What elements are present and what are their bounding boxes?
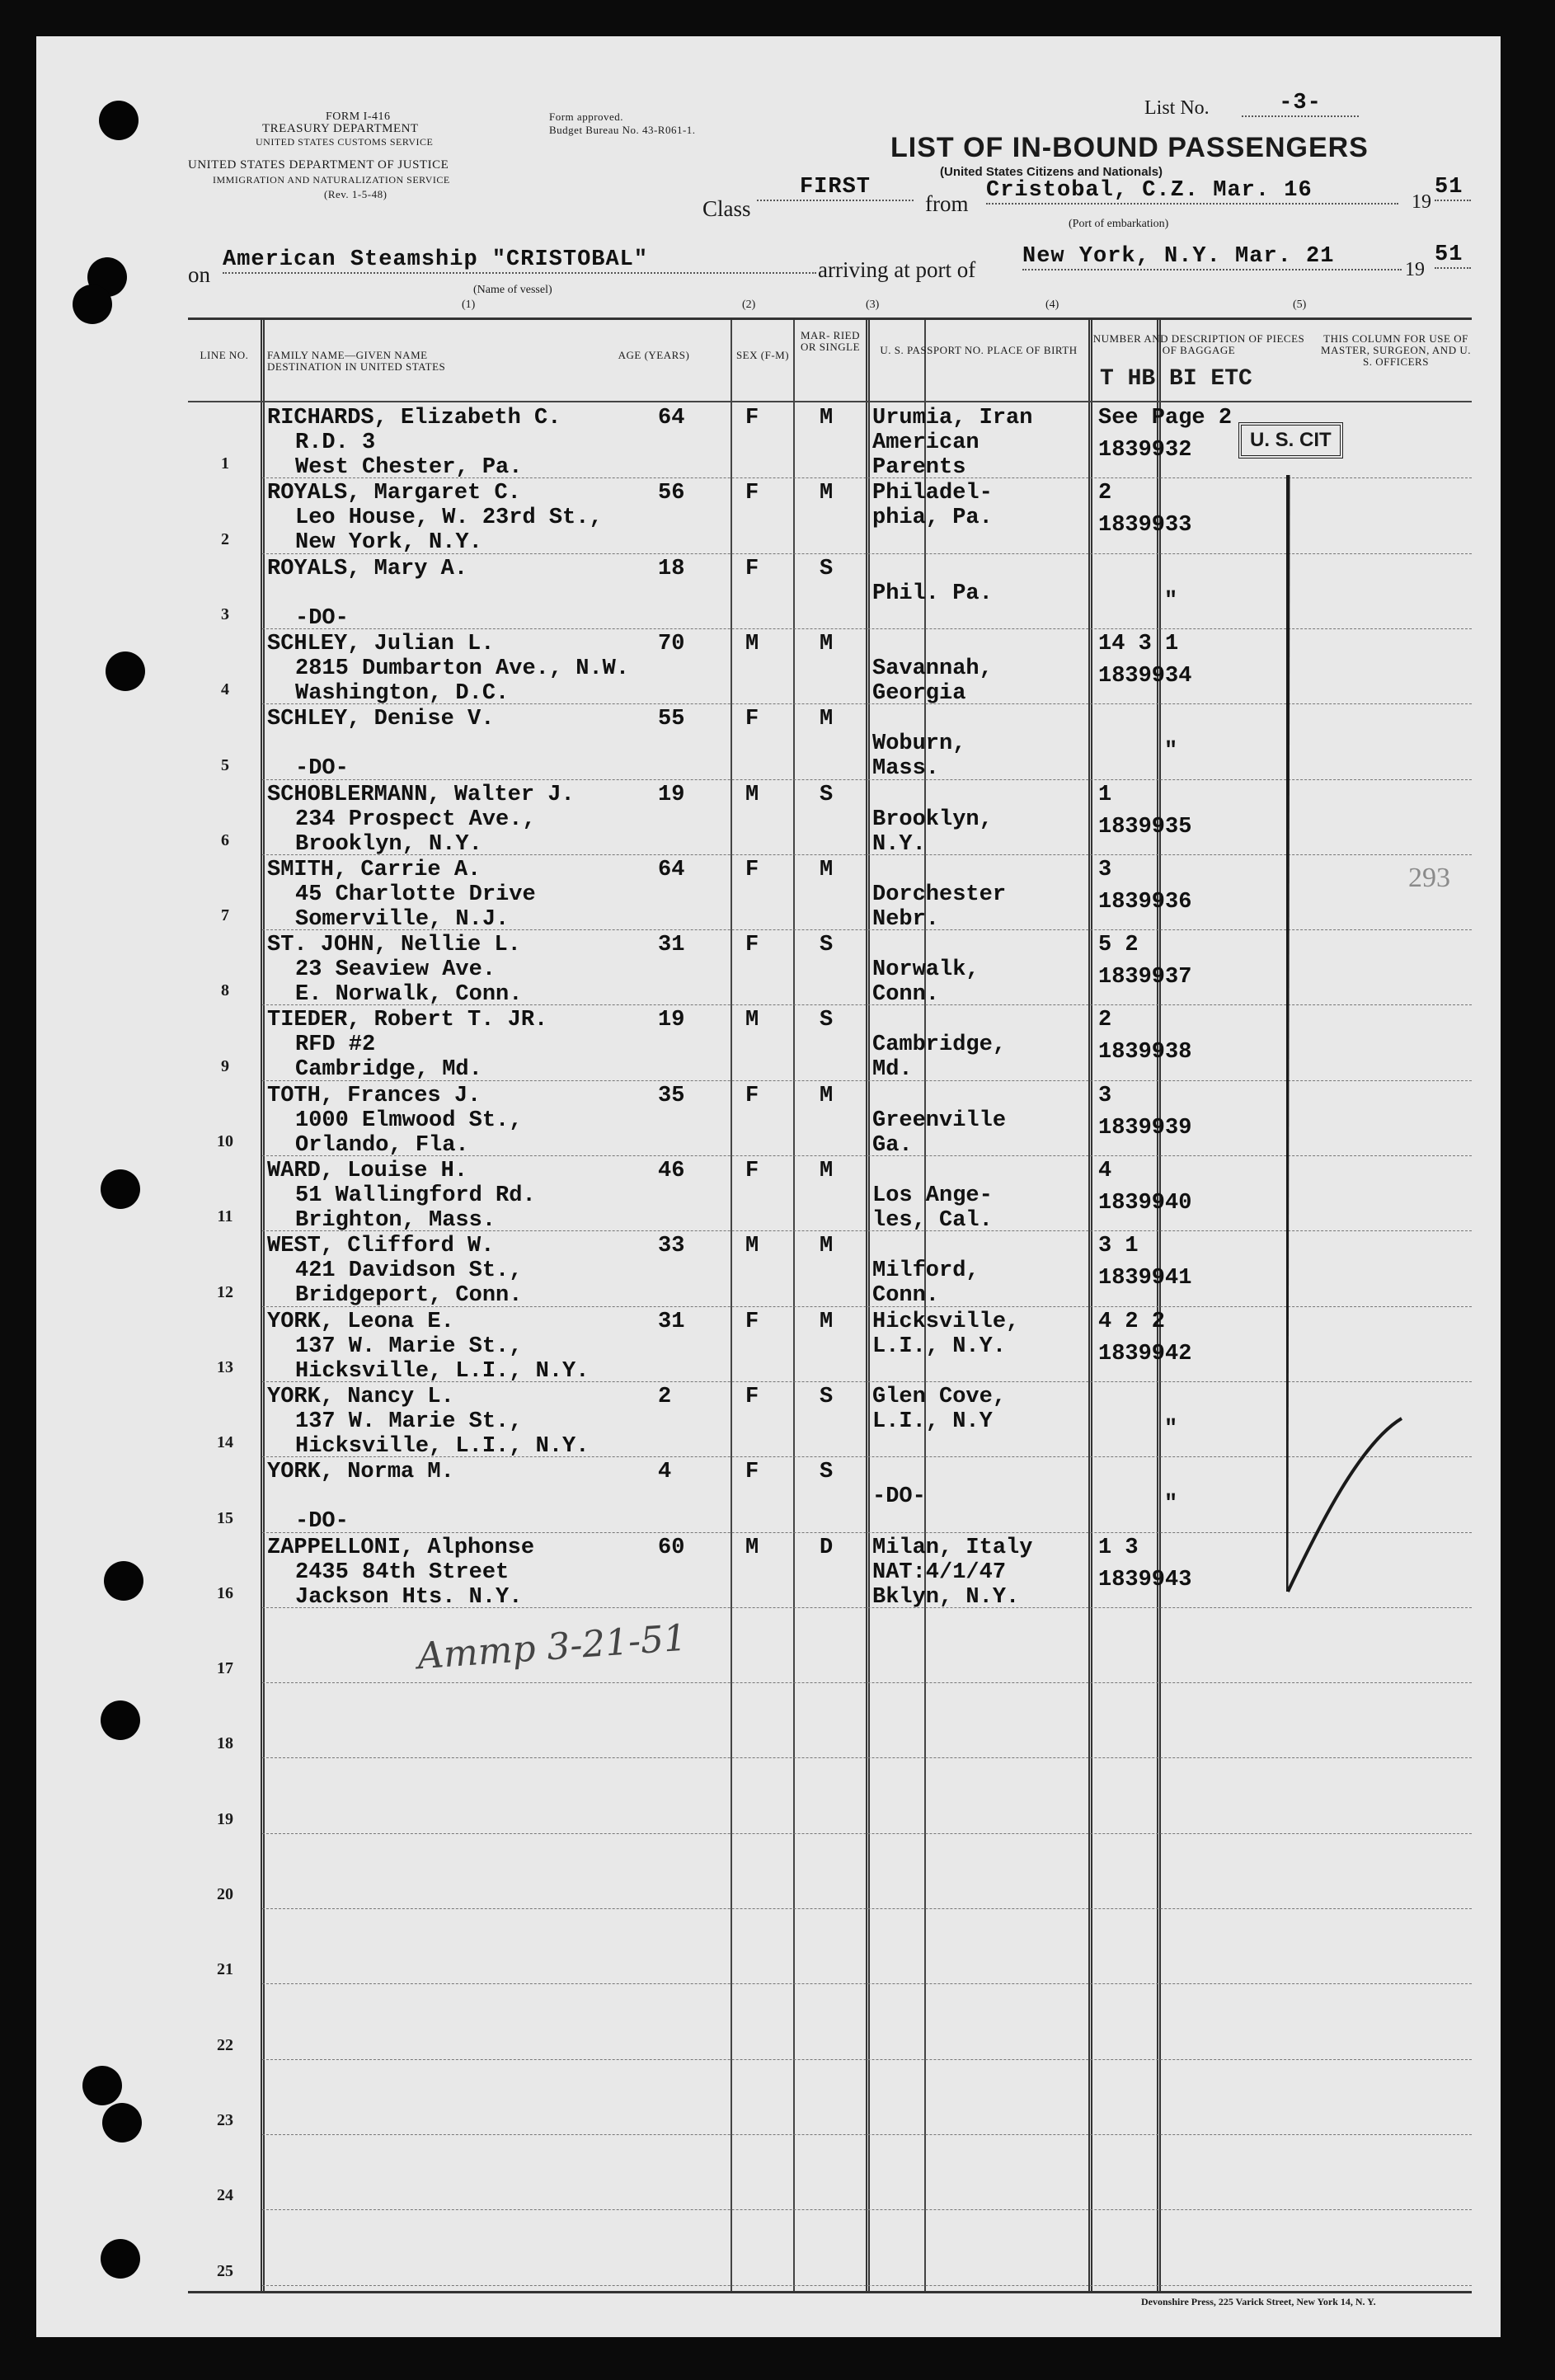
punch-hole	[73, 285, 112, 324]
passenger-age: 55	[658, 707, 685, 732]
passenger-address: R.D. 3	[295, 430, 376, 455]
passenger-age: 70	[658, 631, 685, 656]
birth-place: Milford,	[872, 1258, 980, 1284]
row-rule	[262, 2209, 1472, 2210]
line-number: 7	[221, 906, 229, 925]
line-number: 11	[217, 1207, 233, 1226]
passenger-address: 45 Charlotte Drive	[295, 882, 536, 907]
header-rule	[188, 401, 1472, 402]
birth-place: Greenville	[872, 1108, 1007, 1133]
birth-place: Nebr.	[872, 906, 940, 932]
baggage-number: "	[1164, 1492, 1178, 1517]
passenger-age: 18	[658, 556, 685, 581]
line-number: 16	[217, 1583, 233, 1602]
service-name: UNITED STATES CUSTOMS SERVICE	[256, 136, 434, 148]
passenger-sex: F	[745, 1460, 759, 1485]
passenger-address: 51 Wallingford Rd.	[295, 1183, 536, 1208]
passenger-name: ROYALS, Margaret C.	[267, 481, 521, 506]
passenger-name: SCHOBLERMANN, Walter J.	[267, 782, 575, 807]
baggage-number: 1839939	[1098, 1115, 1192, 1141]
line-number: 23	[217, 2110, 233, 2129]
col-line-header: LINE NO.	[200, 349, 249, 361]
birth-place: Conn.	[872, 982, 940, 1008]
vessel-name: American Steamship "CRISTOBAL"	[223, 247, 816, 274]
baggage-count: 3	[1098, 1083, 1112, 1108]
row-rule	[262, 2285, 1472, 2286]
baggage-number: "	[1164, 1416, 1178, 1442]
col-sex-header: SEX (F-M)	[735, 349, 790, 361]
birth-place: Parents	[872, 455, 966, 480]
baggage-number: 1839942	[1098, 1341, 1192, 1366]
marital-status: M	[820, 1159, 834, 1183]
baggage-count: 14 3 1	[1098, 631, 1179, 656]
punch-hole	[82, 2066, 122, 2105]
punch-hole	[102, 2103, 142, 2142]
baggage-count: 4 2 2	[1098, 1309, 1166, 1334]
birth-place: NAT:4/1/47	[872, 1559, 1007, 1585]
passenger-address: 2435 84th Street	[295, 1559, 510, 1585]
passenger-address: 1000 Elmwood St.,	[295, 1108, 523, 1133]
marital-status: S	[820, 556, 834, 581]
arriving-label: arriving at port of	[818, 257, 976, 282]
marital-status: M	[820, 631, 834, 656]
punch-hole	[104, 1561, 143, 1601]
baggage-number: "	[1164, 588, 1178, 614]
page-subtitle: (United States Citizens and Nationals)	[940, 165, 1163, 179]
passenger-sex: F	[745, 1083, 759, 1108]
line-number: 9	[221, 1056, 229, 1075]
col-married-header: MAR- RIED OR SINGLE	[800, 329, 861, 353]
port-caption: (Port of embarkation)	[1069, 218, 1169, 230]
passenger-address: Bridgeport, Conn.	[295, 1283, 523, 1309]
passenger-name: WEST, Clifford W.	[267, 1234, 495, 1259]
passenger-sex: F	[745, 481, 759, 506]
row-rule	[262, 1983, 1472, 1984]
passenger-address: Cambridge, Md.	[295, 1057, 482, 1083]
birth-place: Milan, Italy	[872, 1535, 1033, 1560]
passenger-name: WARD, Louise H.	[267, 1159, 468, 1183]
birth-place: Conn.	[872, 1283, 940, 1309]
marital-status: M	[820, 1309, 834, 1334]
line-number: 12	[217, 1282, 233, 1301]
vessel-caption: (Name of vessel)	[473, 284, 552, 296]
row-rule	[262, 1682, 1472, 1683]
passenger-name: YORK, Leona E.	[267, 1309, 454, 1334]
passenger-address: 421 Davidson St.,	[295, 1258, 523, 1284]
marital-status: S	[820, 1460, 834, 1485]
birth-place: L.I., N.Y	[872, 1409, 993, 1434]
passenger-name: RICHARDS, Elizabeth C.	[267, 406, 561, 430]
passenger-sex: M	[745, 1234, 759, 1259]
passenger-address: RFD #2	[295, 1032, 376, 1058]
baggage-number: 1839937	[1098, 965, 1192, 990]
side-number: 293	[1408, 863, 1450, 893]
birth-place: Urumia, Iran	[872, 406, 1033, 430]
passenger-address: Orlando, Fla.	[295, 1132, 469, 1158]
passenger-sex: F	[745, 1159, 759, 1183]
baggage-number: 1839940	[1098, 1191, 1192, 1216]
passenger-sex: F	[745, 556, 759, 581]
passenger-sex: F	[745, 857, 759, 882]
passenger-age: 2	[658, 1384, 672, 1409]
line-number: 21	[217, 1960, 233, 1979]
column-number: (4)	[1045, 299, 1059, 311]
on-label: on	[188, 262, 210, 287]
line-number: 18	[217, 1734, 233, 1753]
inspector-initials: Ammp 3-21-51	[416, 1616, 688, 1678]
birth-place: Brooklyn,	[872, 807, 993, 832]
department-name: UNITED STATES DEPARTMENT OF JUSTICE	[188, 158, 449, 172]
baggage-count: 3	[1098, 857, 1112, 882]
baggage-number: "	[1164, 739, 1178, 764]
passenger-name: TOTH, Frances J.	[267, 1083, 482, 1108]
from-label: from	[925, 191, 969, 216]
passenger-address: Jackson Hts. N.Y.	[295, 1584, 523, 1610]
birth-place: American	[872, 430, 980, 455]
passenger-age: 31	[658, 933, 685, 958]
line-number: 8	[221, 981, 229, 1000]
passenger-name: YORK, Nancy L.	[267, 1384, 454, 1409]
passenger-address: New York, N.Y.	[295, 530, 482, 556]
punch-hole	[101, 1700, 140, 1740]
passenger-name: TIEDER, Robert T. JR.	[267, 1008, 548, 1033]
birth-place: Bklyn, N.Y.	[872, 1584, 1020, 1610]
birth-place: Mass.	[872, 756, 940, 782]
department-name: TREASURY DEPARTMENT	[262, 122, 419, 135]
passenger-age: 19	[658, 1008, 685, 1033]
passenger-address: Leo House, W. 23rd St.,	[295, 506, 603, 531]
passenger-age: 60	[658, 1535, 685, 1560]
printer-footer: Devonshire Press, 225 Varick Street, New York 14, N. Y.	[1141, 2296, 1376, 2307]
birth-place: Dorchester	[872, 882, 1007, 907]
birth-place: Ga.	[872, 1132, 913, 1158]
birth-place: -DO-	[872, 1484, 926, 1510]
passenger-sex: F	[745, 707, 759, 732]
passenger-sex: F	[745, 1309, 759, 1334]
passenger-age: 46	[658, 1159, 685, 1183]
year-value: 51	[1435, 175, 1471, 201]
baggage-number: 1839941	[1098, 1266, 1192, 1291]
baggage-number: 1839936	[1098, 889, 1192, 915]
baggage-count: 2	[1098, 481, 1112, 506]
birth-place: phia, Pa.	[872, 506, 993, 531]
year-value: 51	[1435, 242, 1471, 269]
embark-port: Cristobal, C.Z. Mar. 16	[986, 178, 1398, 205]
line-number: 13	[217, 1357, 233, 1376]
revision: (Rev. 1-5-48)	[324, 188, 388, 200]
row-rule	[262, 2059, 1472, 2060]
col-passport-header: U. S. PASSPORT NO. PLACE OF BIRTH	[880, 344, 1078, 356]
approved-note: Form approved.	[549, 111, 624, 123]
row-rule	[262, 1833, 1472, 1834]
baggage-number: 1839932	[1098, 438, 1192, 463]
line-number: 24	[217, 2186, 233, 2205]
baggage-codes: T HB BI ETC	[1100, 366, 1252, 392]
passenger-address: 137 W. Marie St.,	[295, 1333, 523, 1359]
passenger-address: Hicksville, L.I., N.Y.	[295, 1433, 590, 1459]
passenger-sex: M	[745, 631, 759, 656]
passenger-sex: F	[745, 1384, 759, 1409]
birth-place: Hicksville,	[872, 1309, 1020, 1334]
passenger-age: 56	[658, 481, 685, 506]
passenger-name: YORK, Norma M.	[267, 1460, 454, 1485]
passenger-address: West Chester, Pa.	[295, 455, 523, 480]
line-number: 6	[221, 830, 229, 849]
class-value: FIRST	[757, 175, 914, 201]
baggage-number: 1839934	[1098, 663, 1192, 689]
marital-status: M	[820, 481, 834, 506]
list-label: List No.	[1144, 97, 1210, 119]
budget-note: Budget Bureau No. 43-R061-1.	[549, 124, 696, 136]
citizenship-stamp: U. S. CIT	[1238, 422, 1343, 459]
passenger-age: 64	[658, 857, 685, 882]
baggage-count: 4	[1098, 1159, 1112, 1183]
col-age-header: AGE (YEARS)	[618, 349, 690, 361]
birth-place: Cambridge,	[872, 1032, 1007, 1058]
passenger-address: Hicksville, L.I., N.Y.	[295, 1358, 590, 1384]
column-number: (5)	[1293, 299, 1307, 311]
passenger-name: SCHLEY, Denise V.	[267, 707, 495, 732]
marital-status: M	[820, 1083, 834, 1108]
line-number: 10	[217, 1132, 233, 1150]
passenger-age: 35	[658, 1083, 685, 1108]
birth-place: Los Ange-	[872, 1183, 993, 1208]
punch-hole	[101, 1169, 140, 1209]
punch-hole	[101, 2239, 140, 2279]
baggage-count: 3 1	[1098, 1234, 1139, 1259]
passenger-address: Somerville, N.J.	[295, 906, 510, 932]
marital-status: M	[820, 406, 834, 430]
passenger-sex: F	[745, 406, 759, 430]
baggage-number: 1839943	[1098, 1567, 1192, 1592]
passenger-name: ST. JOHN, Nellie L.	[267, 933, 521, 958]
passenger-age: 31	[658, 1309, 685, 1334]
list-number: -3-	[1242, 91, 1359, 117]
line-number: 1	[221, 454, 229, 473]
marital-status: S	[820, 1008, 834, 1033]
baggage-count: 1	[1098, 782, 1112, 807]
line-number: 2	[221, 529, 229, 548]
passenger-address: E. Norwalk, Conn.	[295, 982, 523, 1008]
passenger-address: -DO-	[295, 605, 349, 631]
punch-hole	[99, 101, 139, 140]
page-title: LIST OF IN-BOUND PASSENGERS	[890, 132, 1369, 163]
line-number: 20	[217, 1885, 233, 1903]
column-number: (2)	[742, 299, 756, 311]
marital-status: S	[820, 1384, 834, 1409]
approval-checkmark	[1286, 470, 1418, 1608]
marital-status: S	[820, 782, 834, 807]
year-prefix: 19	[1405, 259, 1425, 280]
passenger-name: ZAPPELLONI, Alphonse	[267, 1535, 535, 1560]
marital-status: M	[820, 707, 834, 732]
baggage-count: 5 2	[1098, 933, 1139, 958]
line-number: 5	[221, 755, 229, 774]
passenger-sex: M	[745, 1535, 759, 1560]
birth-place: les, Cal.	[872, 1208, 993, 1233]
service-name: IMMIGRATION AND NATURALIZATION SERVICE	[213, 174, 450, 186]
passenger-address: 23 Seaview Ave.	[295, 957, 496, 983]
passenger-sex: F	[745, 933, 759, 958]
passenger-age: 64	[658, 406, 685, 430]
passenger-address: -DO-	[295, 1509, 349, 1535]
row-rule	[262, 1757, 1472, 1758]
passenger-age: 33	[658, 1234, 685, 1259]
marital-status: D	[820, 1535, 834, 1560]
passenger-sex: M	[745, 782, 759, 807]
birth-place: Woburn,	[872, 731, 966, 757]
passenger-age: 4	[658, 1460, 672, 1485]
passenger-address: 137 W. Marie St.,	[295, 1409, 523, 1434]
baggage-count: See Page 2	[1098, 406, 1233, 430]
passenger-sex: M	[745, 1008, 759, 1033]
column-number: (3)	[866, 299, 880, 311]
row-rule	[262, 1908, 1472, 1909]
passenger-address: Brighton, Mass.	[295, 1208, 496, 1233]
passenger-table	[188, 317, 1472, 2293]
birth-place: Savannah,	[872, 656, 993, 681]
passenger-name: ROYALS, Mary A.	[267, 556, 468, 581]
marital-status: M	[820, 1234, 834, 1259]
line-number: 17	[217, 1659, 233, 1678]
passenger-address: Brooklyn, N.Y.	[295, 831, 482, 857]
row-rule	[262, 2134, 1472, 2135]
baggage-number: 1839938	[1098, 1040, 1192, 1065]
baggage-number: 1839933	[1098, 513, 1192, 539]
punch-hole	[106, 651, 145, 691]
passenger-address: Washington, D.C.	[295, 680, 510, 706]
passenger-age: 19	[658, 782, 685, 807]
marital-status: S	[820, 933, 834, 958]
baggage-number: 1839935	[1098, 814, 1192, 840]
class-label: Class	[702, 196, 751, 221]
passenger-address: 2815 Dumbarton Ave., N.W.	[295, 656, 630, 681]
birth-place: N.Y.	[872, 831, 926, 857]
form-number: FORM I-416	[326, 111, 391, 123]
passenger-name: SCHLEY, Julian L.	[267, 631, 495, 656]
baggage-count: 1 3	[1098, 1535, 1139, 1560]
line-number: 3	[221, 604, 229, 623]
col-officer-header: THIS COLUMN FOR USE OF MASTER, SURGEON, AND U. S. OFFICERS	[1321, 332, 1471, 368]
line-number: 22	[217, 2035, 233, 2054]
line-number: 14	[217, 1433, 233, 1452]
baggage-count: 2	[1098, 1008, 1112, 1033]
col-name-header: FAMILY NAME—GIVEN NAME DESTINATION IN UNITED STATES	[267, 349, 446, 373]
line-number: 15	[217, 1508, 233, 1527]
col-baggage-header: NUMBER AND DESCRIPTION OF PIECES OF BAGGAGE	[1092, 332, 1305, 356]
passenger-address: -DO-	[295, 756, 349, 782]
line-number: 19	[217, 1809, 233, 1828]
year-prefix: 19	[1412, 191, 1431, 213]
arrival-port: New York, N.Y. Mar. 21	[1022, 244, 1402, 270]
birth-place: Norwalk,	[872, 957, 980, 983]
marital-status: M	[820, 857, 834, 882]
column-number: (1)	[462, 299, 476, 311]
birth-place: Phil. Pa.	[872, 581, 993, 606]
line-number: 4	[221, 680, 229, 699]
line-number: 25	[217, 2261, 233, 2280]
birth-place: Glen Cove,	[872, 1384, 1007, 1409]
birth-place: L.I., N.Y.	[872, 1333, 1007, 1359]
birth-place: Philadel-	[872, 481, 993, 506]
passenger-address: 234 Prospect Ave.,	[295, 807, 536, 832]
birth-place: Georgia	[872, 680, 966, 706]
passenger-name: SMITH, Carrie A.	[267, 857, 482, 882]
birth-place: Md.	[872, 1057, 913, 1083]
